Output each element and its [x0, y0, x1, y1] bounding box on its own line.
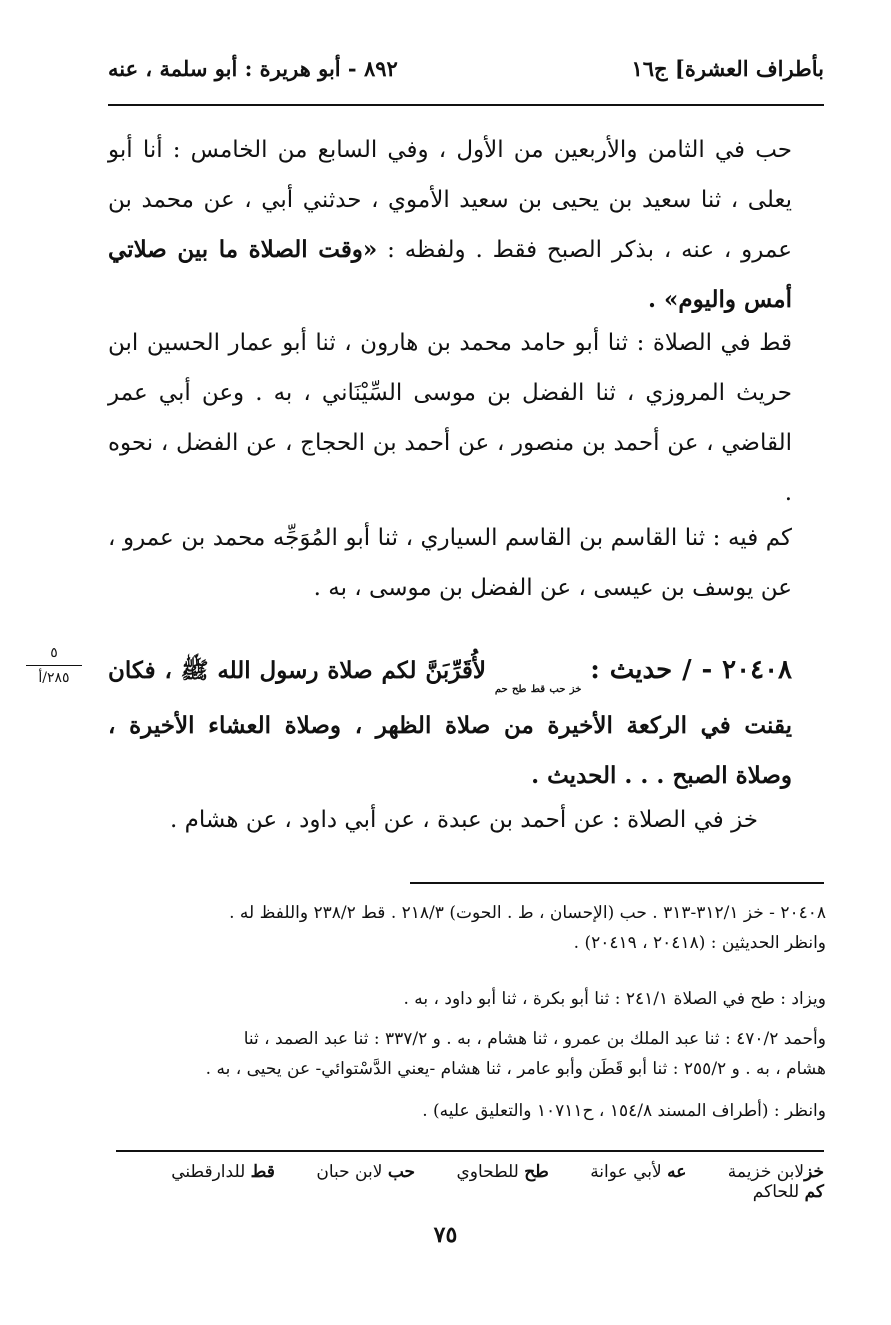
- abbreviation-legend: [116, 1162, 824, 1202]
- quoted-wording: «وقت الصلاة ما بين صلاتي أمس واليوم» .: [108, 236, 792, 313]
- legend-abbr: عه: [667, 1162, 687, 1182]
- paragraph-text: حب في الثامن والأربعين من الأول ، وفي السابع من الخامس : أنا أبو يعلى ، ثنا سعيد بن يحيى بن سعيد الأموي ، حدثني أبي ، عن محمد بن عمرو ، عنه ، بذكر الصبح فقط . ولفظه :: [108, 137, 792, 263]
- footnote-line: ويزاد : طح في الصلاة ٢٤١/١ : ثنا أبو بكرة ، ثنا أبو داود ، به .: [403, 989, 826, 1009]
- legend-abbr: قط: [250, 1162, 275, 1182]
- paragraph-hakim: كم فيه : ثنا القاسم بن القاسم السياري ، ثنا أبو المُوَجِّه محمد بن عمرو ، عن يوسف بن عيسى ، عن الفضل بن موسى ، به .: [108, 525, 792, 601]
- header-left: ٨٩٢ - أبو هريرة : أبو سلمة ، عنه: [108, 56, 398, 81]
- legend-abbr: كم: [804, 1182, 824, 1202]
- footnote-line: هشام ، به . و ٢٥٥/٢ : ثنا أبو قَطَن وأبو عامر ، ثنا هشام -يعني الدَّسْتوائي- عن يحيى ، به .: [205, 1059, 826, 1079]
- legend-item: [298, 1162, 415, 1182]
- margin-reference: [26, 645, 82, 686]
- legend-abbr: خز: [804, 1162, 824, 1182]
- legend-item: [438, 1162, 548, 1182]
- hadith-text: لأُقَرِّبَنَّ لكم صلاة رسول الله ﷺ ، فكان يقنت في الركعة الأخيرة من صلاة الظهر ، وصلاة العشاء الأخيرة ، وصلاة الصبح . . . الحديث .: [108, 657, 792, 789]
- legend-name: للدارقطني: [171, 1162, 246, 1182]
- footnote-line: وانظر : (أطراف المسند ١٥٤/٨ ، ح١٠٧١١ والتعليق عليه) .: [422, 1101, 826, 1121]
- legend-name: لابن حبان: [316, 1162, 383, 1182]
- legend-name: لأبي عوانة: [590, 1162, 662, 1182]
- legend-abbr: حب: [387, 1162, 416, 1182]
- margin-page-ref: ٢٨٥/أ: [38, 670, 70, 686]
- legend-rule: [116, 1150, 824, 1152]
- hadith-sources: خز حب قط طح حم: [494, 684, 582, 695]
- hadith-number: ٢٠٤٠٨ - / حديث :: [590, 655, 792, 685]
- legend-name: للطحاوي: [456, 1162, 519, 1182]
- legend-item: [735, 1182, 824, 1202]
- chain-khuzayma: خز في الصلاة : عن أحمد بن عبدة ، عن أبي داود ، عن هشام .: [170, 807, 758, 833]
- legend-item: [572, 1162, 686, 1182]
- legend-item: [710, 1162, 824, 1182]
- footnote-line: وأحمد ٤٧٠/٢ : ثنا عبد الملك بن عمرو ، ثنا هشام ، به . و ٣٣٧/٢ : ثنا عبد الصمد ، ثنا: [243, 1029, 826, 1049]
- footnote-rule: [410, 882, 824, 884]
- header-rule: [108, 104, 824, 106]
- paragraph-hibban: [108, 125, 792, 325]
- footnote-line: وانظر الحديثين : (٢٠٤١٨ ، ٢٠٤١٩) .: [573, 933, 826, 953]
- footnote-line: ٢٠٤٠٨ - خز ٣١٢/١-٣١٣ . حب (الإحسان ، ط . الحوت) ٢١٨/٣ . قط ٢٣٨/٢ واللفظ له .: [229, 903, 826, 923]
- paragraph-daraqutni: قط في الصلاة : ثنا أبو حامد محمد بن هارون ، ثنا أبو عمار الحسين ابن حريث المروزي ، ثنا الفضل بن موسى السِّيْنَاني ، به . وعن أبي عمر القاضي ، عن أحمد بن منصور ، عن أحمد بن الحجاج ، عن الفضل ، نحوه .: [108, 330, 792, 506]
- legend-item: [153, 1162, 275, 1182]
- legend-name: للحاكم: [752, 1182, 800, 1202]
- legend-abbr: طح: [524, 1162, 549, 1182]
- margin-number: ٥: [26, 645, 82, 666]
- header-right: بأطراف العشرة] ج١٦: [631, 56, 824, 81]
- running-header: [108, 56, 824, 96]
- page-number: ٧٥: [433, 1222, 458, 1248]
- hadith-entry: [108, 645, 792, 801]
- legend-name: لابن خزيمة: [727, 1162, 805, 1182]
